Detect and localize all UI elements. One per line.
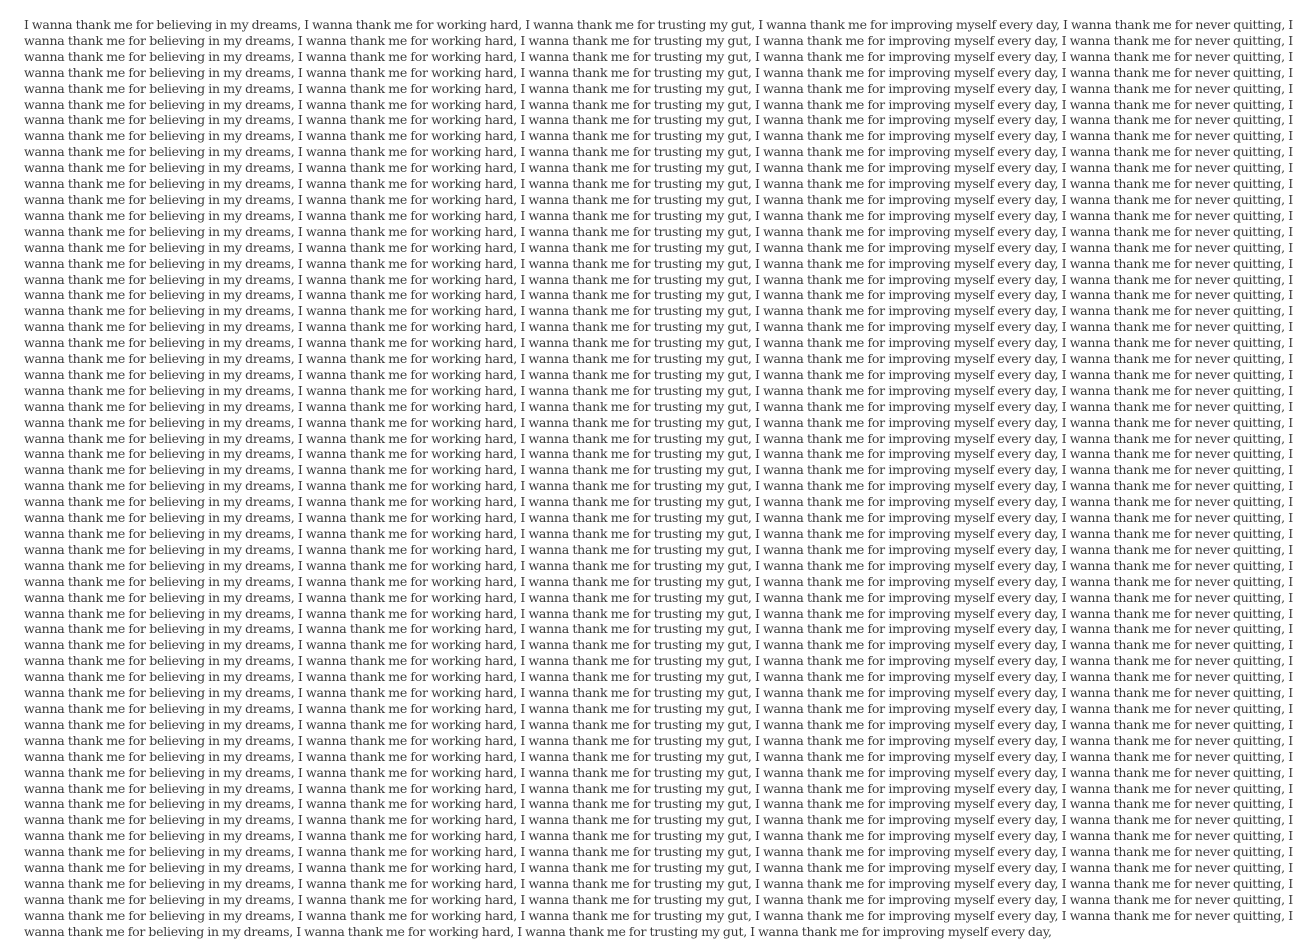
body-paragraph: I wanna thank me for believing in my dreams, I wanna thank me for working hard, I wanna thank me for trusting my gut, I wanna thank me for improving myself every day, I wanna thank me for never quitting, I wanna thank me for believing in my dreams, I wanna thank me for working hard, I wanna thank me for trusting my gut, I wanna thank me for improving myself every day, I wanna thank me for never quitting, I wanna thank me for believing in my dreams, I wanna thank me for working hard, I wanna thank me for trusting my gut, I wanna thank me for improving myself every day, I wanna thank me for never quitting, I wanna thank me for believing in my dreams, I wanna thank me for working hard, I wanna thank me for trusting my gut, I wanna thank me for improving myself every day, I wanna thank me for never quitting, I wanna thank me for believing in my dreams, I wanna thank me for working hard, I wanna thank me for trusting my gut, I wanna thank me for improving myself every day, I wanna thank me for never quitting, I wanna thank me for believing in my dreams, I wanna thank me for working hard, I wanna thank me for trusting my gut, I wanna thank me for improving myself every day, I wanna thank me for never quitting, I wanna thank me for believing in my dreams, I wanna thank me for working hard, I wanna thank me for trusting my gut, I wanna thank me for improving myself every day, I wanna thank me for never quitting, I wanna thank me for believing in my dreams, I wanna thank me for working hard, I wanna thank me for trusting my gut, I wanna thank me for improving myself every day, I wanna thank me for never quitting, I wanna thank me for believing in my dreams, I wanna thank me for working hard, I wanna thank me for trusting my gut, I wanna thank me for improving myself every day, I wanna thank me for never quitting, I wanna thank me for believing in my dreams, I wanna thank me for working hard, I wanna thank me for trusting my gut, I wanna thank me for improving myself every day, I wanna thank me for never quitting, I wanna thank me for believing in my dreams, I wanna thank me for working hard, I wanna thank me for trusting my gut, I wanna thank me for improving myself every day, I wanna thank me for never quitting, I wanna thank me for believing in my dreams, I wanna thank me for working hard, I wanna thank me for trusting my gut, I wanna thank me for improving myself every day, I wanna thank me for never quitting, I wanna thank me for believing in my dreams, I wanna thank me for working hard, I wanna thank me for trusting my gut, I wanna thank me for improving myself every day, I wanna thank me for never quitting, I wanna thank me for believing in my dreams, I wanna thank me for working hard, I wanna thank me for trusting my gut, I wanna thank me for improving myself every day, I wanna thank me for never quitting, I wanna thank me for believing in my dreams, I wanna thank me for working hard, I wanna thank me for trusting my gut, I wanna thank me for improving myself every day, I wanna thank me for never quitting, I wanna thank me for believing in my dreams, I wanna thank me for working hard, I wanna thank me for trusting my gut, I wanna thank me for improving myself every day, I wanna thank me for never quitting, I wanna thank me for believing in my dreams, I wanna thank me for working hard, I wanna thank me for trusting my gut, I wanna thank me for improving myself every day, I wanna thank me for never quitting, I wanna thank me for believing in my dreams, I wanna thank me for working hard, I wanna thank me for trusting my gut, I wanna thank me for improving myself every day, I wanna thank me for never quitting, I wanna thank me for believing in my dreams, I wanna thank me for working hard, I wanna thank me for trusting my gut, I wanna thank me for improving myself every day, I wanna thank me for never quitting, I wanna thank me for believing in my dreams, I wanna thank me for working hard, I wanna thank me for trusting my gut, I wanna thank me for improving myself every day, I wanna thank me for never quitting, I wanna thank me for believing in my dreams, I wanna thank me for working hard, I wanna thank me for trusting my gut, I wanna thank me for improving myself every day, I wanna thank me for never quitting, I wanna thank me for believing in my dreams, I wanna thank me for working hard, I wanna thank me for trusting my gut, I wanna thank me for improving myself every day, I wanna thank me for never quitting, I wanna thank me for believing in my dreams, I wanna thank me for working hard, I wanna thank me for trusting my gut, I wanna thank me for improving myself every day, I wanna thank me for never quitting, I wanna thank me for believing in my dreams, I wanna thank me for working hard, I wanna thank me for trusting my gut, I wanna thank me for improving myself every day, I wanna thank me for never quitting, I wanna thank me for believing in my dreams, I wanna thank me for working hard, I wanna thank me for trusting my gut, I wanna thank me for improving myself every day, I wanna thank me for never quitting, I wanna thank me for believing in my dreams, I wanna thank me for working hard, I wanna thank me for trusting my gut, I wanna thank me for improving myself every day, I wanna thank me for never quitting, I wanna thank me for believing in my dreams, I wanna thank me for working hard, I wanna thank me for trusting my gut, I wanna thank me for improving myself every day, I wanna thank me for never quitting, I wanna thank me for believing in my dreams, I wanna thank me for working hard, I wanna thank me for trusting my gut, I wanna thank me for improving myself every day, I wanna thank me for never quitting, I wanna thank me for believing in my dreams, I wanna thank me for working hard, I wanna thank me for trusting my gut, I wanna thank me for improving myself every day, I wanna thank me for never quitting, I wanna thank me for believing in my dreams, I wanna thank me for working hard, I wanna thank me for trusting my gut, I wanna thank me for improving myself every day, I wanna thank me for never quitting, I wanna thank me for believing in my dreams, I wanna thank me for working hard, I wanna thank me for trusting my gut, I wanna thank me for improving myself every day, I wanna thank me for never quitting, I wanna thank me for believing in my dreams, I wanna thank me for working hard, I wanna thank me for trusting my gut, I wanna thank me for improving myself every day, I wanna thank me for never quitting, I wanna thank me for believing in my dreams, I wanna thank me for working hard, I wanna thank me for trusting my gut, I wanna thank me for improving myself every day, I wanna thank me for never quitting, I wanna thank me for believing in my dreams, I wanna thank me for working hard, I wanna thank me for trusting my gut, I wanna thank me for improving myself every day, I wanna thank me for never quitting, I wanna thank me for believing in my dreams, I wanna thank me for working hard, I wanna thank me for trusting my gut, I wanna thank me for improving myself every day, I wanna thank me for never quitting, I wanna thank me for believing in my dreams, I wanna thank me for working hard, I wanna thank me for trusting my gut, I wanna thank me for improving myself every day, I wanna thank me for never quitting, I wanna thank me for believing in my dreams, I wanna thank me for working hard, I wanna thank me for trusting my gut, I wanna thank me for improving myself every day, I wanna thank me for never quitting, I wanna thank me for believing in my dreams, I wanna thank me for working hard, I wanna thank me for trusting my gut, I wanna thank me for improving myself every day, I wanna thank me for never quitting, I wanna thank me for believing in my dreams, I wanna thank me for working hard, I wanna thank me for trusting my gut, I wanna thank me for improving myself every day, I wanna thank me for never quitting, I wanna thank me for believing in my dreams, I wanna thank me for working hard, I wanna thank me for trusting my gut, I wanna thank me for improving myself every day, I wanna thank me for never quitting, I wanna thank me for believing in my dreams, I wanna thank me for working hard, I wanna thank me for trusting my gut, I wanna thank me for improving myself every day, I wanna thank me for never quitting, I wanna thank me for believing in my dreams, I wanna thank me for working hard, I wanna thank me for trusting my gut, I wanna thank me for improving myself every day, I wanna thank me for never quitting, I wanna thank me for believing in my dreams, I wanna thank me for working hard, I wanna thank me for trusting my gut, I wanna thank me for improving myself every day, I wanna thank me for never quitting, I wanna thank me for believing in my dreams, I wanna thank me for working hard, I wanna thank me for trusting my gut, I wanna thank me for improving myself every day, I wanna thank me for never quitting, I wanna thank me for believing in my dreams, I wanna thank me for working hard, I wanna thank me for trusting my gut, I wanna thank me for improving myself every day, I wanna thank me for never quitting, I wanna thank me for believing in my dreams, I wanna thank me for working hard, I wanna thank me for trusting my gut, I wanna thank me for improving myself every day, I wanna thank me for never quitting, I wanna thank me for believing in my dreams, I wanna thank me for working hard, I wanna thank me for trusting my gut, I wanna thank me for improving myself every day, I wanna thank me for never quitting, I wanna thank me for believing in my dreams, I wanna thank me for working hard, I wanna thank me for trusting my gut, I wanna thank me for improving myself every day, I wanna thank me for never quitting, I wanna thank me for believing in my dreams, I wanna thank me for working hard, I wanna thank me for trusting my gut, I wanna thank me for improving myself every day, I wanna thank me for never quitting, I wanna thank me for believing in my dreams, I wanna thank me for working hard, I wanna thank me for trusting my gut, I wanna thank me for improving myself every day, I wanna thank me for never quitting, I wanna thank me for believing in my dreams, I wanna thank me for working hard, I wanna thank me for trusting my gut, I wanna thank me for improving myself every day, I wanna thank me for never quitting, I wanna thank me for believing in my dreams, I wanna thank me for working hard, I wanna thank me for trusting my gut, I wanna thank me for improving myself every day, I wanna thank me for never quitting, I wanna thank me for believing in my dreams, I wanna thank me for working hard, I wanna thank me for trusting my gut, I wanna thank me for improving myself every day, I wanna thank me for never quitting, I wanna thank me for believing in my dreams, I wanna thank me for working hard, I wanna thank me for trusting my gut, I wanna thank me for improving myself every day, I wanna thank me for never quitting, I wanna thank me for believing in my dreams, I wanna thank me for working hard, I wanna thank me for trusting my gut, I wanna thank me for improving myself every day, I wanna thank me for never quitting, I wanna thank me for believing in my dreams, I wanna thank me for working hard, I wanna thank me for trusting my gut, I wanna thank me for improving myself every day, I wanna thank me for never quitting, I wanna thank me for believing in my dreams, I wanna thank me for working hard, I wanna thank me for trusting my gut, I wanna thank me for improving myself every day, I wanna thank me for never quitting, I wanna thank me for believing in my dreams, I wanna thank me for working hard, I wanna thank me for trusting my gut, I wanna thank me for improving myself every day, bbox=[24, 17, 1293, 939]
document-page bbox=[24, 17, 1293, 939]
